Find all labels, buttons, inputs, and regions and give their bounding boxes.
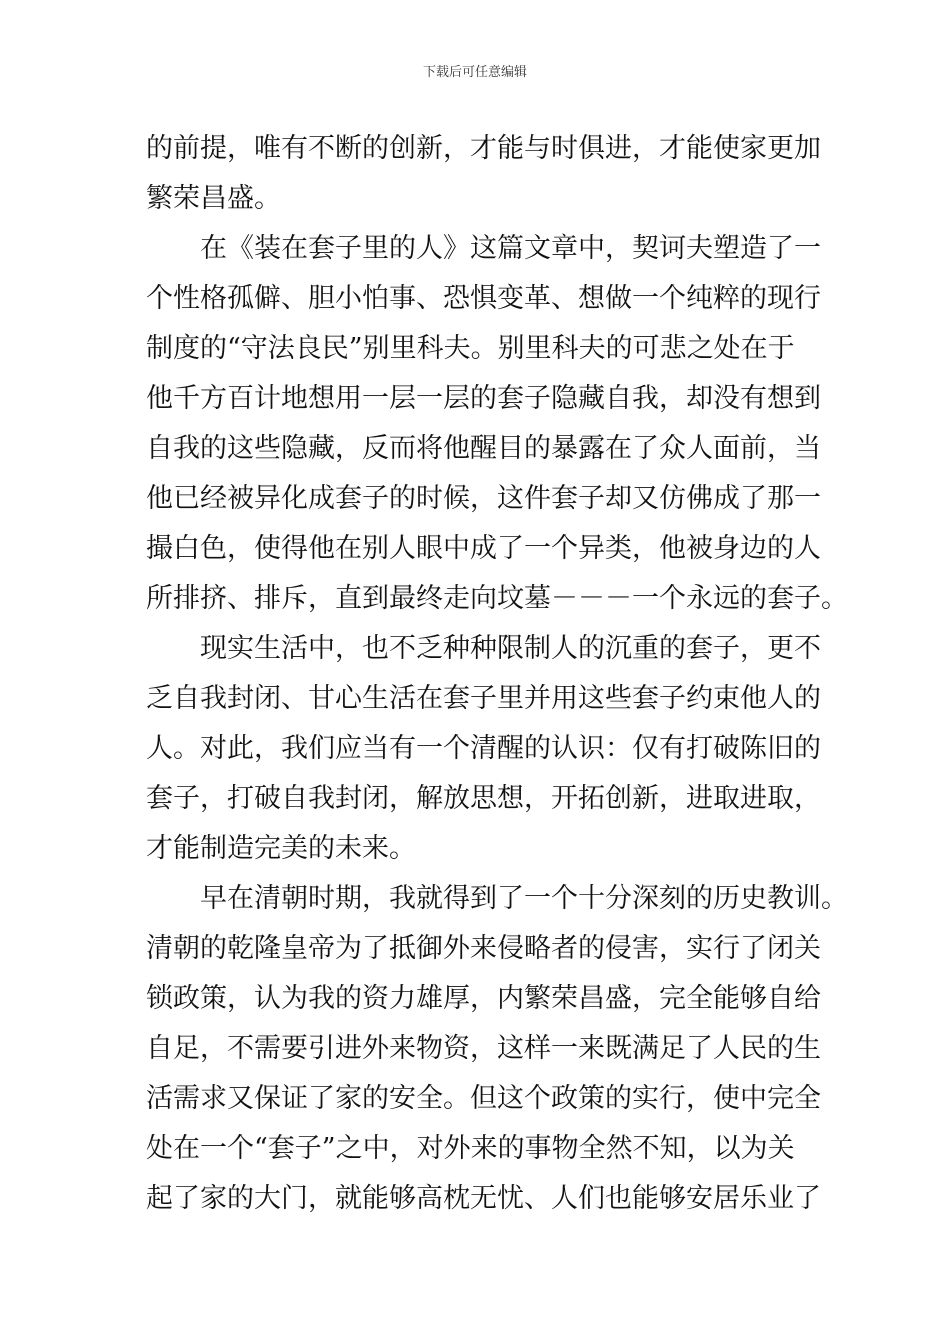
- text-line: 他已经被异化成套子的时候，这件套子却又仿佛成了那一: [146, 483, 821, 514]
- text-line-indented: 早在清朝时期，我就得到了一个十分深刻的历史教训。: [200, 883, 848, 914]
- page-header: 下载后可任意编辑: [422, 65, 527, 80]
- text-line: 的前提，唯有不断的创新，才能与时俱进，才能使家更加: [146, 133, 821, 164]
- document-body: [146, 124, 848, 1224]
- text-line: 他千方百计地想用一层一层的套子隐藏自我，却没有想到: [146, 383, 821, 414]
- text-line: 个性格孤僻、胆小怕事、恐惧变革、想做一个纯粹的现行: [146, 283, 821, 314]
- text-line: 繁荣昌盛。: [146, 183, 281, 214]
- text-line: 处在一个“套子”之中，对外来的事物全然不知，以为关: [146, 1133, 795, 1164]
- text-line: 清朝的乾隆皇帝为了抵御外来侵略者的侵害，实行了闭关: [146, 933, 821, 964]
- text-line: 乏自我封闭、甘心生活在套子里并用这些套子约束他人的: [146, 683, 821, 714]
- text-line: 所排挤、排斥，直到最终走向坟墓－－－一个永远的套子。: [146, 583, 848, 614]
- text-line: 自足，不需要引进外来物资，这样一来既满足了人民的生: [146, 1033, 821, 1064]
- text-line: 自我的这些隐藏，反而将他醒目的暴露在了众人面前，当: [146, 433, 821, 464]
- text-line: 撮白色，使得他在别人眼中成了一个异类，他被身边的人: [146, 533, 821, 564]
- text-line: 才能制造完美的未来。: [146, 833, 416, 864]
- text-line-indented: 在《装在套子里的人》这篇文章中，契诃夫塑造了一: [200, 233, 821, 264]
- text-line: 制度的“守法良民”别里科夫。别里科夫的可悲之处在于: [146, 333, 795, 364]
- text-line: 起了家的大门，就能够高枕无忧、人们也能够安居乐业了: [146, 1183, 821, 1214]
- text-line: 活需求又保证了家的安全。但这个政策的实行，使中完全: [146, 1083, 821, 1114]
- text-line: 套子，打破自我封闭，解放思想，开拓创新，进取进取，: [146, 783, 821, 814]
- text-line: 锁政策，认为我的资力雄厚，内繁荣昌盛，完全能够自给: [146, 983, 821, 1014]
- text-line-indented: 现实生活中，也不乏种种限制人的沉重的套子，更不: [200, 633, 821, 664]
- text-line: 人。对此，我们应当有一个清醒的认识：仅有打破陈旧的: [146, 733, 821, 764]
